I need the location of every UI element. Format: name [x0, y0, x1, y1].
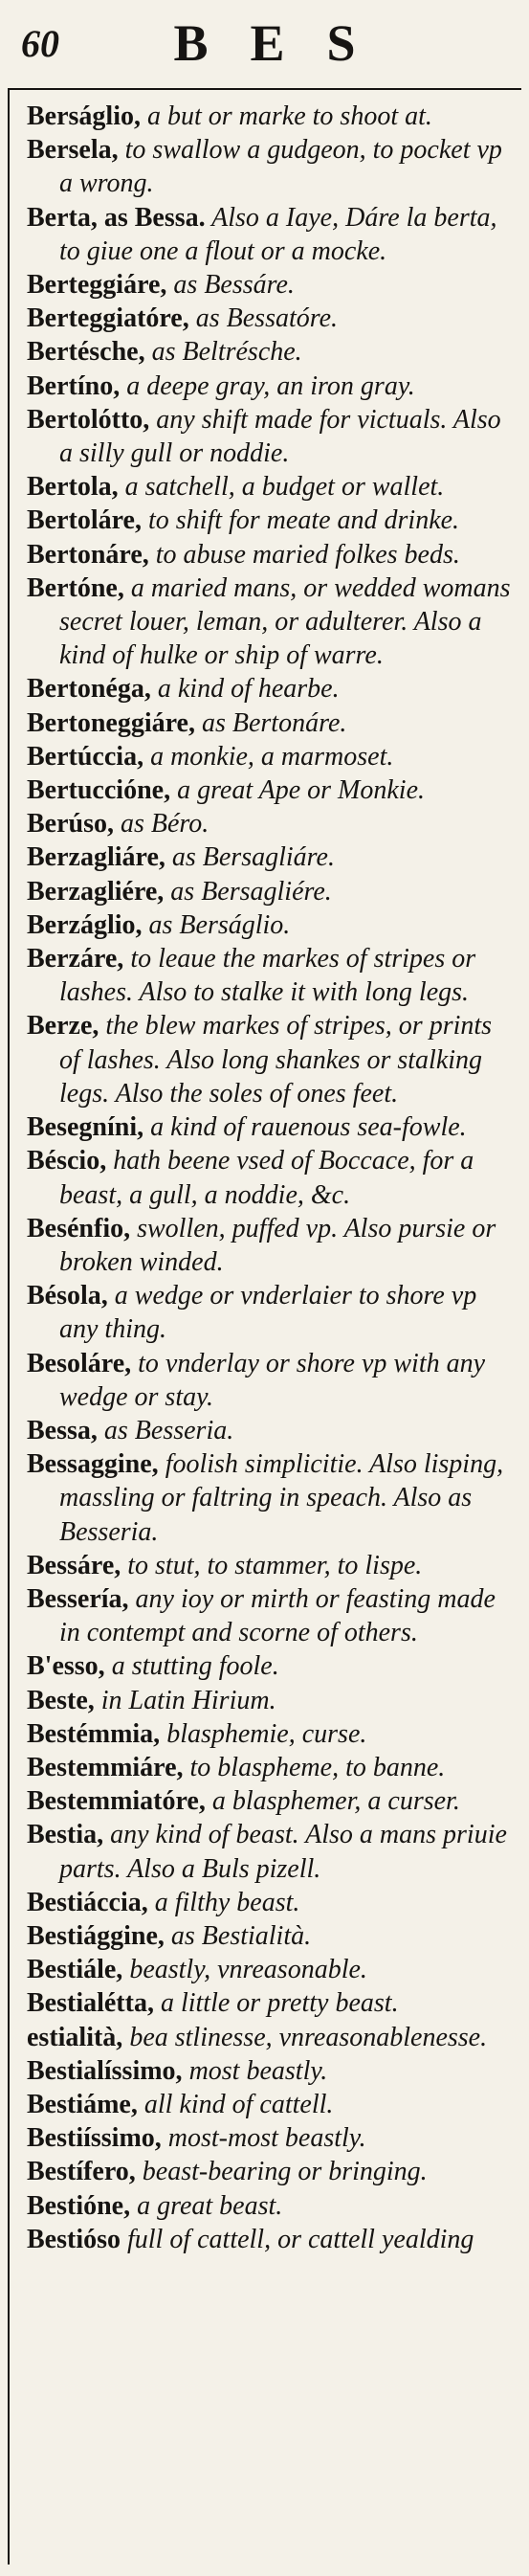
dictionary-entry [27, 2223, 516, 2256]
entry-headword: Bertóne, [27, 572, 124, 603]
entry-headword: Bestiáme, [27, 2089, 138, 2119]
dictionary-entry [27, 302, 516, 335]
entry-headword: Bestia, [27, 1820, 104, 1850]
dictionary-entry [27, 1751, 516, 1784]
dictionary-entry [27, 908, 516, 942]
entry-headword: Bestióso [27, 2224, 121, 2254]
entry-definition: most-most beastly. [161, 2123, 366, 2154]
dictionary-entry [27, 335, 516, 369]
entry-definition: in Latin Hirium. [94, 1685, 276, 1715]
entry-definition: any ioy or mirth or feasting made in contempt and scorne of others. [59, 1583, 496, 1648]
entry-definition: beastly, vnreasonable. [122, 1955, 367, 1985]
dictionary-entry [27, 773, 516, 807]
dictionary-entry [27, 2189, 516, 2223]
dictionary-entry [27, 571, 516, 673]
dictionary-entry [27, 538, 516, 571]
entry-headword: Bessa, [27, 1415, 98, 1445]
entry-definition: any shift made for victuals. Also a silly gull or noddie. [59, 404, 501, 469]
entry-headword: estialità, [27, 2022, 123, 2052]
dictionary-entry [27, 100, 516, 133]
entry-definition: full of cattell, or cattell yealding [121, 2224, 474, 2254]
entry-headword: Bessáre, [27, 1550, 121, 1580]
entry-definition: as Béro. [114, 809, 209, 840]
entry-headword: Bertúccia, [27, 741, 144, 772]
entry-definition: swollen, puffed vp. Also pursie or broken winded. [59, 1213, 496, 1277]
entry-definition: a stutting foole. [104, 1651, 279, 1682]
entry-headword: Berta, as Bessa. [27, 202, 206, 233]
dictionary-entry [27, 706, 516, 740]
entry-definition: a wedge or vnderlaier to shore vp any thing. [59, 1281, 477, 1345]
dictionary-entry [27, 2121, 516, 2155]
entry-headword: Bertoneggiáre, [27, 707, 195, 738]
entry-definition: as Bersagliére. [164, 876, 332, 907]
entry-headword: Bestemmiatóre, [27, 1786, 206, 1817]
entry-headword: Bertonáre, [27, 539, 149, 570]
entry-definition: to abuse maried folkes beds. [148, 539, 460, 570]
entry-headword: Bestiáccia, [27, 1887, 148, 1917]
entry-definition: as Beltrésche. [144, 337, 302, 368]
entry-headword: Berságlio, [27, 101, 141, 131]
entry-headword: Bertíno, [27, 370, 121, 401]
entry-headword: Bestiále, [27, 1955, 123, 1985]
entry-definition: a satchell, a budget or wallet. [118, 472, 445, 503]
dictionary-entry [27, 1414, 516, 1447]
entry-headword: Bertola, [27, 472, 119, 503]
dictionary-entry [27, 1784, 516, 1818]
entry-definition: blasphemie, curse. [160, 1718, 367, 1749]
dictionary-entry [27, 1009, 516, 1110]
dictionary-entry [27, 1144, 516, 1211]
entry-definition: a maried mans, or wedded womans secret louer, leman, or adulterer. Also a kind of hulke or ship of warre. [59, 572, 511, 671]
entry-definition: as Bersagliáre. [165, 842, 335, 873]
entry-headword: Bésola, [27, 1281, 108, 1311]
entry-headword: Béscio, [27, 1146, 107, 1176]
entry-definition: a monkie, a marmoset. [143, 741, 394, 772]
running-head: BES [173, 14, 398, 72]
entry-headword: Bersela, [27, 135, 119, 166]
entry-definition: to vnderlay or shore vp with any wedge or stay. [59, 1348, 486, 1412]
dictionary-entry [27, 807, 516, 840]
entry-headword: Bestialétta, [27, 1988, 154, 2019]
entry-headword: Berzáre, [27, 944, 124, 974]
entry-definition: bea stlinesse, vnreasonablenesse. [122, 2022, 488, 2052]
entry-definition: a little or pretty beast. [153, 1988, 399, 2019]
entry-headword: Bestialíssimo, [27, 2055, 183, 2086]
entry-headword: Berzagliére, [27, 876, 165, 907]
entry-headword: Berteggiáre, [27, 270, 167, 301]
dictionary-entry [27, 1447, 516, 1549]
dictionary-entry [27, 268, 516, 302]
entry-definition: as Bestialità. [164, 1920, 312, 1951]
entry-headword: Bertuccióne, [27, 775, 171, 806]
entry-headword: Besegníni, [27, 1112, 144, 1143]
entry-definition: a blasphemer, a curser. [205, 1786, 460, 1817]
entry-headword: Bestífero, [27, 2157, 136, 2187]
dictionary-entry [27, 470, 516, 504]
dictionary-entry [27, 2088, 516, 2121]
dictionary-entry [27, 403, 516, 470]
entry-headword: Bessaggine, [27, 1449, 159, 1480]
entry-headword: Bertolótto, [27, 404, 150, 435]
dictionary-entry [27, 2155, 516, 2188]
dictionary-entry [27, 1684, 516, 1717]
dictionary-entry [27, 1649, 516, 1683]
entry-headword: Berúso, [27, 809, 114, 840]
entry-definition: foolish simplicitie. Also lisping, massling or faltring in speach. Also as Besseria. [59, 1449, 504, 1547]
entry-headword: Bestemmiáre, [27, 1752, 184, 1782]
entry-headword: Berzagliáre, [27, 842, 165, 873]
dictionary-entry [27, 1279, 516, 1346]
entry-definition: as Berságlio. [142, 909, 291, 940]
entry-headword: B'esso, [27, 1651, 105, 1682]
entry-definition: as Besseria. [97, 1415, 234, 1445]
entry-definition: most beastly. [182, 2055, 328, 2086]
entry-definition: a great beast. [130, 2190, 283, 2221]
entry-definition: as Bessáre. [166, 270, 295, 301]
entry-definition: a great Ape or Monkie. [170, 775, 426, 806]
left-rule [8, 88, 10, 2565]
dictionary-entry [27, 1582, 516, 1649]
entry-definition: as Bertonáre. [194, 707, 347, 738]
page-header [8, 0, 521, 90]
entry-headword: Bertonéga, [27, 674, 151, 705]
entry-headword: Bertoláre, [27, 505, 142, 536]
entry-definition: beast-bearing or bringing. [135, 2157, 428, 2187]
entry-headword: Bestióne, [27, 2190, 131, 2221]
dictionary-entry [27, 1549, 516, 1582]
entry-definition: a deepe gray, an iron gray. [120, 370, 415, 401]
entry-definition: hath beene vsed of Boccace, for a beast, a gull, a noddie, &c. [59, 1146, 474, 1210]
dictionary-entry [27, 1717, 516, 1751]
entry-definition: all kind of cattell. [137, 2089, 334, 2119]
entry-list [8, 90, 521, 2256]
entry-definition: a kind of rauenous sea-fowle. [143, 1112, 467, 1143]
entry-headword: Besénfio, [27, 1213, 131, 1243]
dictionary-entry [27, 840, 516, 874]
entry-headword: Beste, [27, 1685, 95, 1715]
dictionary-entry [27, 370, 516, 403]
entry-definition: the blew markes of stripes, or prints of lashes. Also long shankes or stalking legs. Also the soles of ones feet. [59, 1011, 493, 1109]
dictionary-entry [27, 1110, 516, 1144]
dictionary-entry [27, 875, 516, 908]
dictionary-entry [27, 1818, 516, 1885]
entry-definition: to swallow a gudgeon, to pocket vp a wrong. [59, 135, 502, 199]
dictionary-entry [27, 2021, 516, 2054]
dictionary-entry [27, 1212, 516, 1279]
dictionary-entry [27, 672, 516, 706]
dictionary-entry [27, 133, 516, 200]
entry-headword: Bestiággine, [27, 1920, 165, 1951]
dictionary-entry [27, 1886, 516, 1919]
dictionary-entry [27, 2054, 516, 2088]
entry-definition: to blaspheme, to banne. [183, 1752, 446, 1782]
entry-headword: Bestémmia, [27, 1718, 161, 1749]
entry-headword: Besoláre, [27, 1348, 132, 1378]
entry-definition: Also a Iaye, Dáre la berta, to giue one a flout or a mocke. [59, 202, 497, 266]
dictionary-entry [27, 1919, 516, 1953]
entry-definition: a kind of hearbe. [150, 674, 340, 705]
entry-headword: Bestiíssimo, [27, 2123, 162, 2154]
entry-definition: a but or marke to shoot at. [141, 101, 432, 131]
dictionary-entry [27, 1986, 516, 2020]
entry-definition: any kind of beast. Also a mans priuie parts. Also a Buls pizell. [59, 1820, 507, 1884]
entry-definition: a filthy beast. [147, 1887, 300, 1917]
dictionary-entry [27, 201, 516, 268]
entry-headword: Berze, [27, 1011, 99, 1042]
entry-headword: Bessería, [27, 1583, 129, 1614]
dictionary-entry [27, 1953, 516, 1986]
entry-definition: to shift for meate and drinke. [141, 505, 460, 536]
dictionary-entry [27, 1347, 516, 1414]
entry-definition: to leaue the markes of stripes or lashes. Also to stalke it with long legs. [59, 944, 476, 1008]
entry-headword: Berteggiatóre, [27, 303, 189, 334]
dictionary-entry [27, 740, 516, 773]
entry-definition: to stut, to stammer, to lispe. [121, 1550, 423, 1580]
entry-headword: Berzáglio, [27, 909, 143, 940]
dictionary-entry [27, 504, 516, 537]
page-number: 60 [21, 22, 59, 65]
dictionary-entry [27, 942, 516, 1009]
entry-headword: Bertésche, [27, 337, 145, 368]
entry-definition: as Bessatóre. [188, 303, 339, 334]
